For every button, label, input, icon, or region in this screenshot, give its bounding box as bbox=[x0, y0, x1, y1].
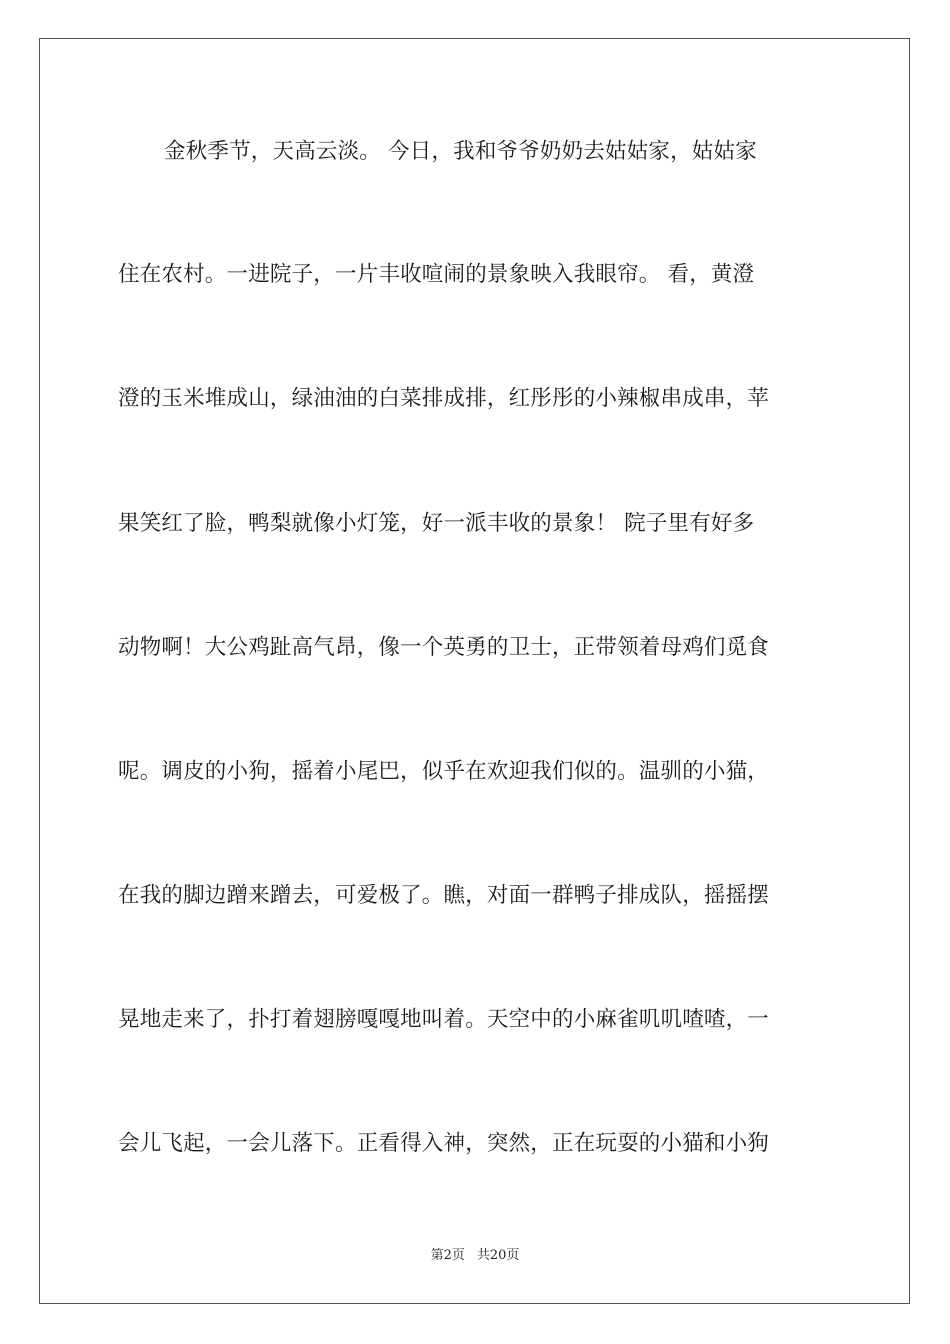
text-line-7: 在我的脚边蹭来蹭去，可爱极了。瞧，对面一群鸭子排成队，摇摇摆 bbox=[118, 883, 770, 908]
text-line-9: 会儿飞起，一会儿落下。正看得入神，突然，正在玩耍的小猫和小狗 bbox=[118, 1131, 770, 1156]
page-border bbox=[39, 38, 910, 1304]
text-line-4: 果笑红了脸，鸭梨就像小灯笼，好一派丰收的景象！ 院子里有好多 bbox=[118, 511, 755, 536]
text-line-5: 动物啊！大公鸡趾高气昂，像一个英勇的卫士，正带领着母鸡们觅食 bbox=[118, 635, 770, 660]
page-footer bbox=[0, 1246, 950, 1266]
text-line-8: 晃地走来了，扑打着翅膀嘎嘎地叫着。天空中的小麻雀叽叽喳喳，一 bbox=[118, 1007, 770, 1032]
text-line-1: 金秋季节，天高云淡。 今日，我和爷爷奶奶去姑姑家，姑姑家 bbox=[164, 139, 757, 164]
page-number: 第2页 bbox=[430, 1248, 465, 1263]
text-line-6: 呢。调皮的小狗，摇着小尾巴，似乎在欢迎我们似的。温驯的小猫， bbox=[118, 759, 770, 784]
text-line-2: 住在农村。一进院子，一片丰收喧闹的景象映入我眼帘。 看，黄澄 bbox=[118, 262, 755, 287]
page-total: 共20页 bbox=[476, 1248, 520, 1263]
text-line-3: 澄的玉米堆成山，绿油油的白菜排成排，红彤彤的小辣椒串成串，苹 bbox=[118, 386, 770, 411]
